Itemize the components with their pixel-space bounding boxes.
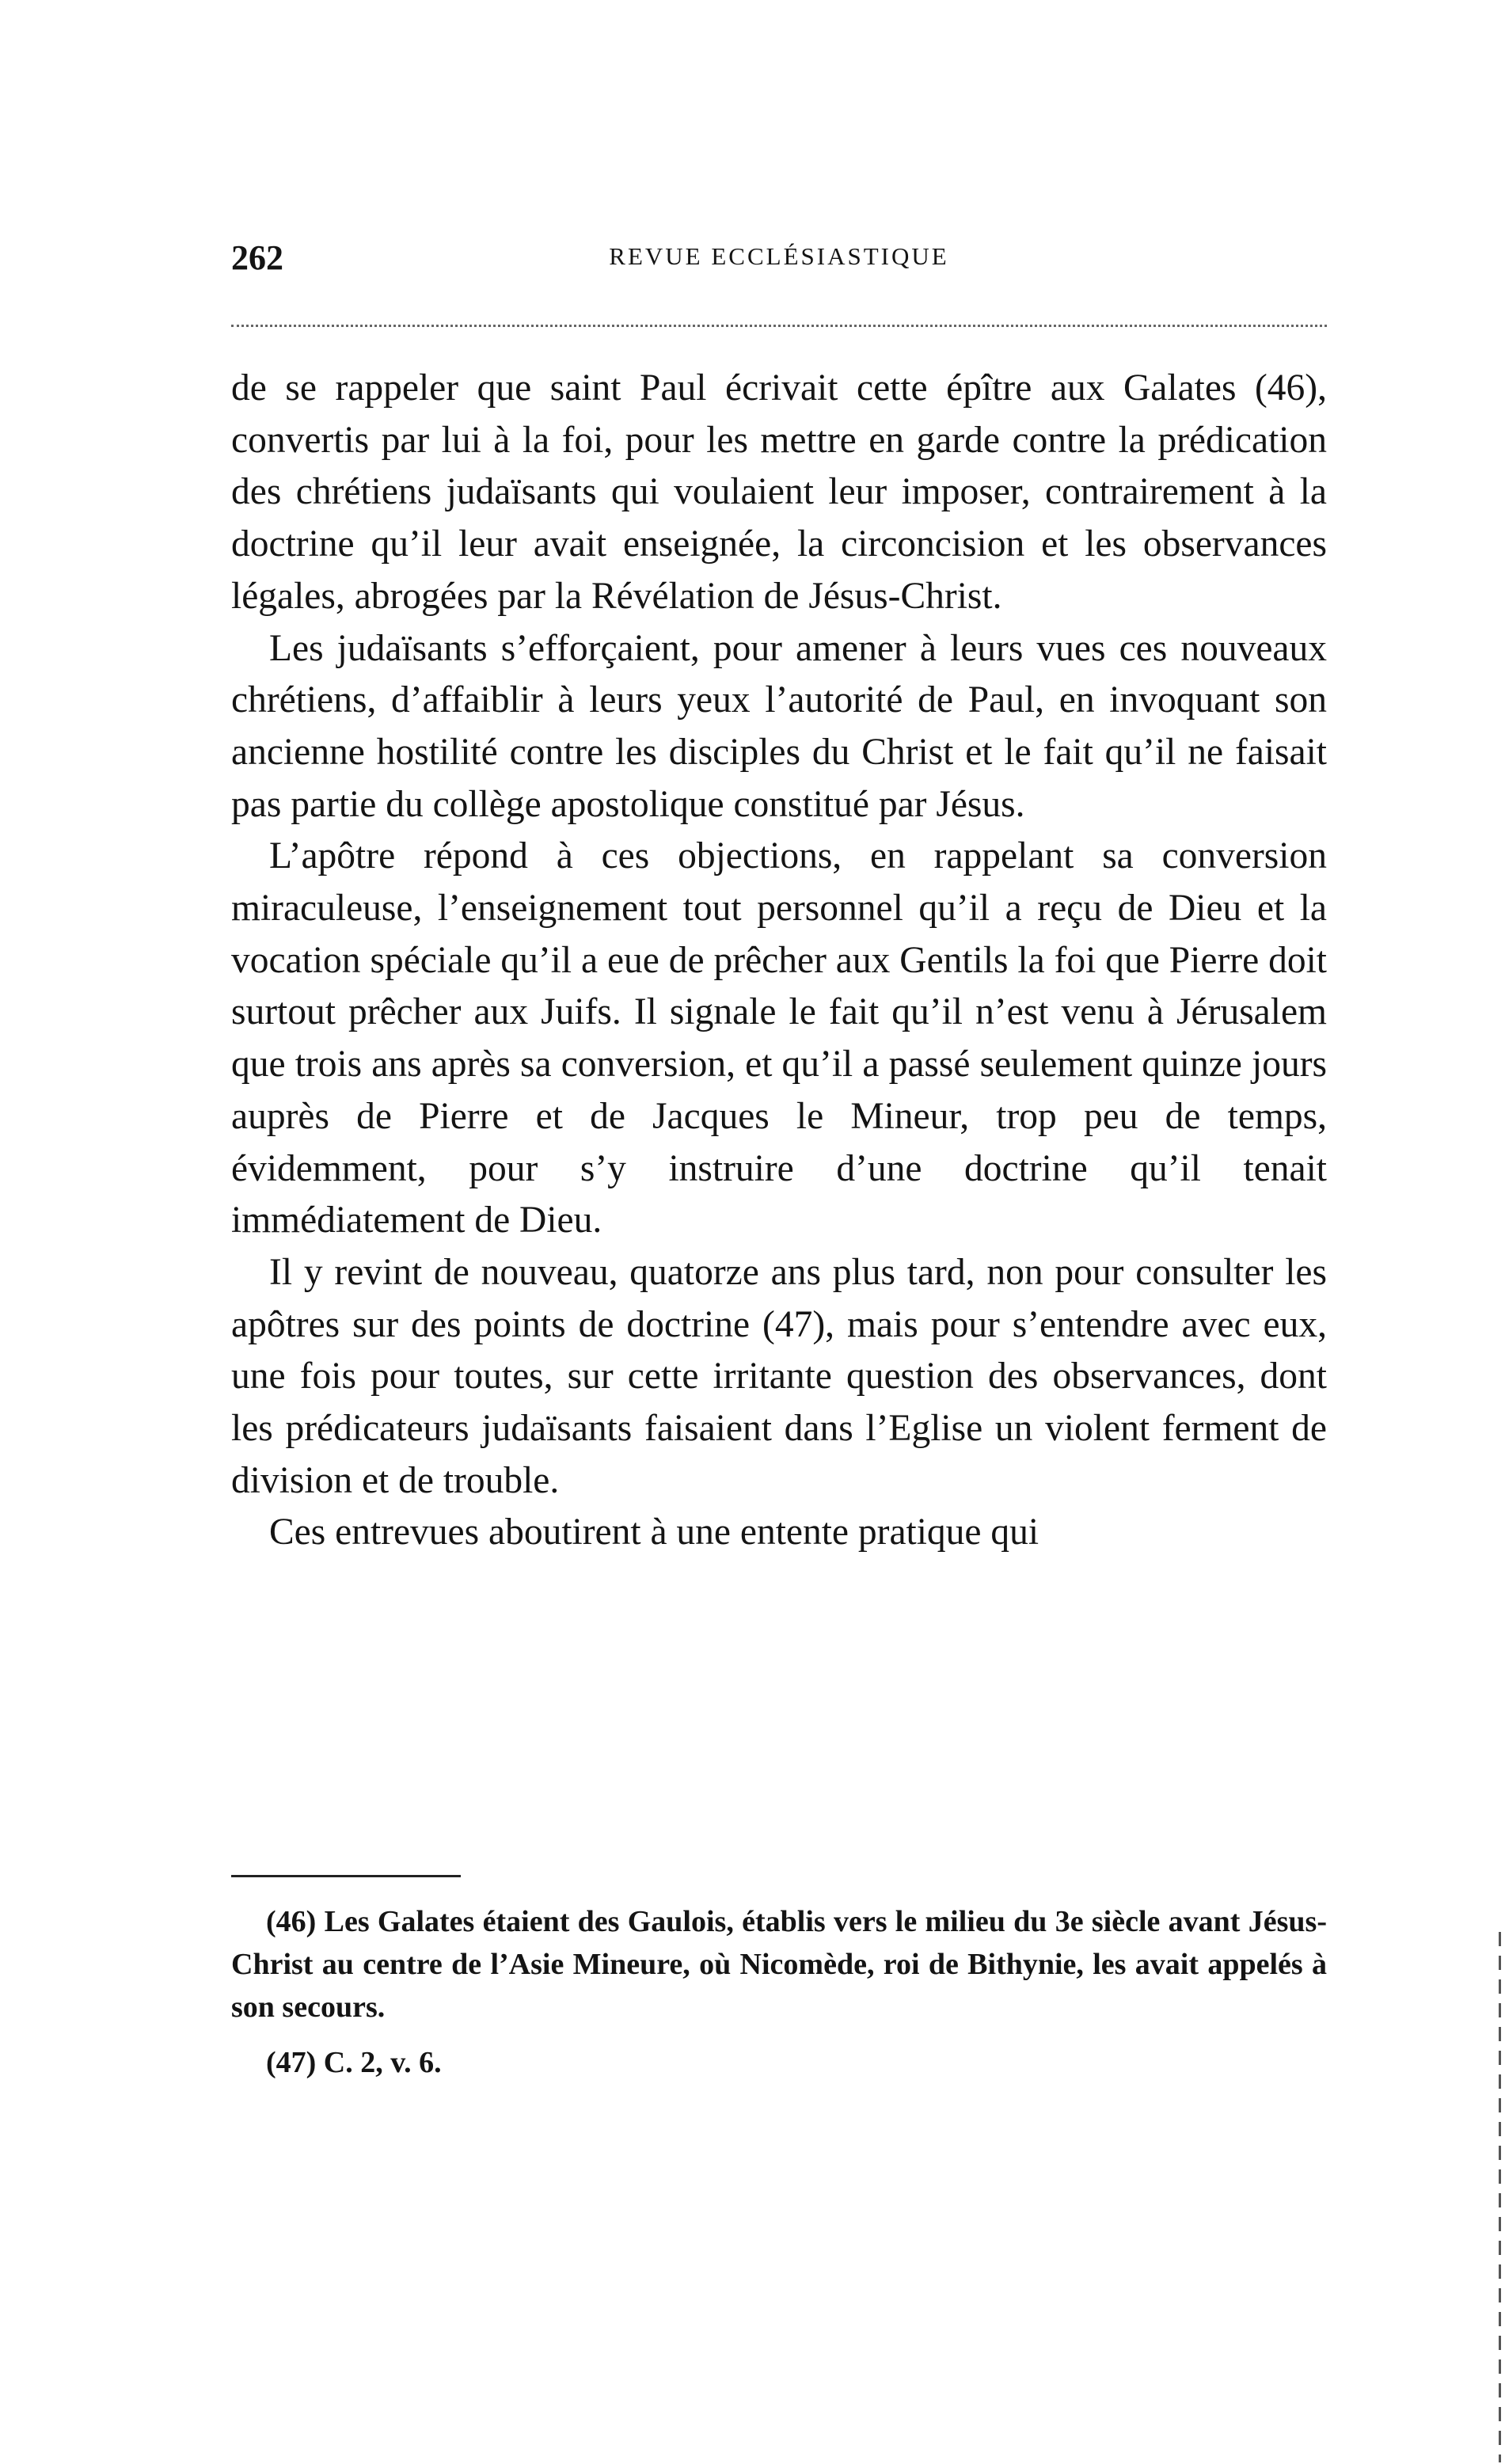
paragraph-5: Ces entrevues aboutirent à une entente pratique qui — [269, 1511, 1039, 1553]
body-text — [231, 363, 1327, 1559]
footnote-47: (47) C. 2, v. 6. — [266, 2046, 442, 2079]
running-title: REVUE ECCLÉSIASTIQUE — [609, 242, 949, 270]
footnotes — [231, 1900, 1327, 2097]
header-rule — [231, 325, 1327, 327]
footnote-rule — [231, 1875, 461, 1877]
paragraph-3: L’apôtre répond à ces objections, en rappelant sa conversion miraculeuse, l’enseignement tout personnel qu’il a reçu de Dieu et la vocation spéciale qu’il a eue de prêcher aux Gentils la foi que Pierre doit surtout prêcher aux Juifs. Il signale le fait qu’il n’est venu à Jérusalem que trois ans après sa conversion, et qu’il a passé seulement quinze jours auprès de Pierre et de Jacques le Mineur, trop peu de temps, évidemment, pour s’y instruire d’une doctrine qu’il tenait immédiatement de Dieu. — [231, 835, 1327, 1242]
paragraph-4: Il y revint de nouveau, quatorze ans plus tard, non pour consulter les apôtres sur des points de doctrine (47), mais pour s’entendre avec eux, une fois pour toutes, sur cette irritante question des observances, dont les prédicateurs judaïsants faisaient dans l’Eglise un violent ferment de division et de trouble. — [231, 1251, 1327, 1501]
paragraph-1: de se rappeler que saint Paul écrivait cette épître aux Galates (46), convertis par lui à la foi, pour les mettre en garde contre la prédication des chrétiens judaïsants qui voulaient leur imposer, contrairement à la doctrine qu’il leur avait enseignée, la circoncision et les observances légales, abrogées par la Révélation de Jésus-Christ. — [231, 367, 1327, 617]
scan-edge-mark — [1499, 1932, 1501, 2462]
page-number: 262 — [231, 238, 283, 277]
paragraph-2: Les judaïsants s’efforçaient, pour amener à leurs vues ces nouveaux chrétiens, d’affaiblir à leurs yeux l’autorité de Paul, en invoquant son ancienne hostilité contre les disciples du Christ et le fait qu’il ne faisait pas partie du collège apostolique constitué par Jésus. — [231, 627, 1327, 825]
footnote-46: (46) Les Galates étaient des Gaulois, établis vers le milieu du 3e siècle avant Jésus-Christ au centre de l’Asie Mineure, où Nicomède, roi de Bithynie, les avait appelés à son secours. — [231, 1905, 1327, 2024]
page-header — [231, 238, 1327, 285]
